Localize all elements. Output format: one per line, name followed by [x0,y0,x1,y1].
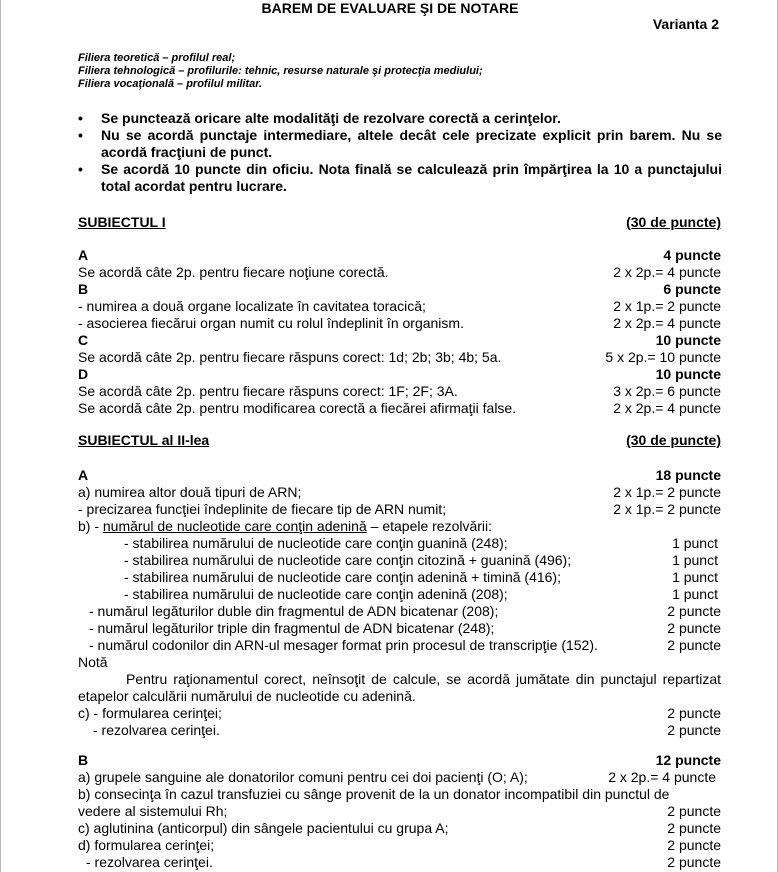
section-heading: SUBIECTUL al II-lea (30 de puncte) [78,432,721,448]
scoring-line: c) aglutinina (anticorpul) din sângele pacientului cu grupa A; 2 puncte [78,820,721,836]
item-heading: D 10 puncte [78,366,721,382]
scoring-step: - stabilirea numărului de nucleotide care conţin adenină + timină (416); 1 punct [124,569,718,585]
rule-item: • Nu se acordă punctaje intermediare, altele decât cele precizate explicit prin barem. Nu se acordă fracţiuni de punct. [78,127,722,160]
bullet-icon: • [78,127,83,143]
section-heading: SUBIECTUL I (30 de puncte) [78,214,721,230]
section-2a [78,467,721,739]
scoring-line: - asocierea fiecărui organ numit cu rolul îndeplinit în organism. 2 x 2p.= 4 puncte [78,315,721,331]
rule-item: • Se punctează oricare alte modalităţi de rezolvare corectă a cerinţelor. [78,110,561,126]
section-subiectul-1 [78,214,721,230]
scoring-step: - stabilirea numărului de nucleotide care conţin guanină (248); 1 punct [124,535,718,551]
scoring-line: vedere al sistemului Rh; 2 puncte [78,803,721,819]
item-heading: C 10 puncte [78,332,721,348]
filiere-list [78,52,483,91]
scoring-line: Se acordă câte 2p. pentru fiecare răspuns corect: 1d; 2b; 3b; 4b; 5a. 5 x 2p.= 10 puncte [78,349,721,365]
scoring-line: Se acordă câte 2p. pentru modificarea corectă a fiecărei afirmaţii false. 2 x 2p.= 4 puncte [78,400,721,416]
note-label: Notă [78,654,108,670]
document-title: BAREM DE EVALUARE ŞI DE NOTARE [261,0,519,16]
section-2b [78,752,721,871]
filiera-item: Filiera vocaţională – profilul militar. [78,78,262,90]
scoring-step: - stabilirea numărului de nucleotide care conţin citozină + guanină (496); 1 punct [124,552,718,568]
variant-label: Varianta 2 [652,16,719,32]
item-heading: A 18 puncte [78,467,721,483]
item-heading: A 4 puncte [78,247,721,263]
scoring-line: Se acordă câte 2p. pentru fiecare răspuns corect: 1F; 2F; 3A. 3 x 2p.= 6 puncte [78,383,721,399]
scoring-line: d) formularea cerinţei; 2 puncte [78,837,721,853]
bullet-icon: • [78,161,83,177]
scoring-line: b) consecinţa în cazul transfuziei cu sânge provenit de la un donator incompatibil din punctul de [78,786,670,802]
scoring-line: Se acordă câte 2p. pentru fiecare noţiune corectă. 2 x 2p.= 4 puncte [78,264,721,280]
filiera-item: Filiera teoretică – profilul real; [78,52,236,64]
item-heading: B 12 puncte [78,752,721,768]
item-heading: B 6 puncte [78,281,721,297]
scoring-line: - numărul legăturilor duble din fragmentul de ADN bicatenar (208); 2 puncte [89,603,721,619]
scoring-line: a) grupele sanguine ale donatorilor comuni pentru cei doi pacienţi (O; A); 2 x 2p.= 4 puncte [78,769,716,785]
scoring-line: - precizarea funcţiei îndeplinite de fiecare tip de ARN numit; 2 x 1p.= 2 puncte [78,501,721,517]
scoring-line: c) - formularea cerinţei; 2 puncte [78,705,721,721]
scoring-line: - rezolvarea cerinţei. 2 puncte [93,722,721,738]
scoring-line: - numirea a două organe localizate în cavitatea toracică; 2 x 1p.= 2 puncte [78,298,721,314]
section-subiectul-2 [78,432,721,448]
general-rules [78,110,722,195]
scoring-line: - rezolvarea cerinţei. 2 puncte [86,854,721,870]
bullet-icon: • [78,110,83,126]
scoring-line: - numărul codonilor din ARN-ul mesager format prin procesul de transcripţie (152). 2 puncte [89,637,721,653]
scoring-line: - numărul legăturilor triple din fragmentul de ADN bicatenar (248); 2 puncte [89,620,721,636]
section-1-lines [78,247,721,417]
filiera-item: Filiera tehnologică – profilurile: tehnic, resurse naturale şi protecţia mediului; [78,65,483,77]
scoring-step: - stabilirea numărului de nucleotide care conţin adenină (208); 1 punct [124,586,718,602]
note-text: Pentru raţionamentul corect, neînsoţit de calcule, se acordă jumătate din punctajul repartizat etapelor calculării numărului de nucleotide cu adenină. [78,671,721,704]
rule-item: • Se acordă 10 puncte din oficiu. Nota finală se calculează prin împărţirea la 10 a punctajului total acordat pentru lucrare. [78,161,722,194]
scoring-line: a) numirea altor două tipuri de ARN; 2 x 1p.= 2 puncte [78,484,721,500]
scoring-line: b) - numărul de nucleotide care conţin adenină – etapele rezolvării: [78,518,493,534]
